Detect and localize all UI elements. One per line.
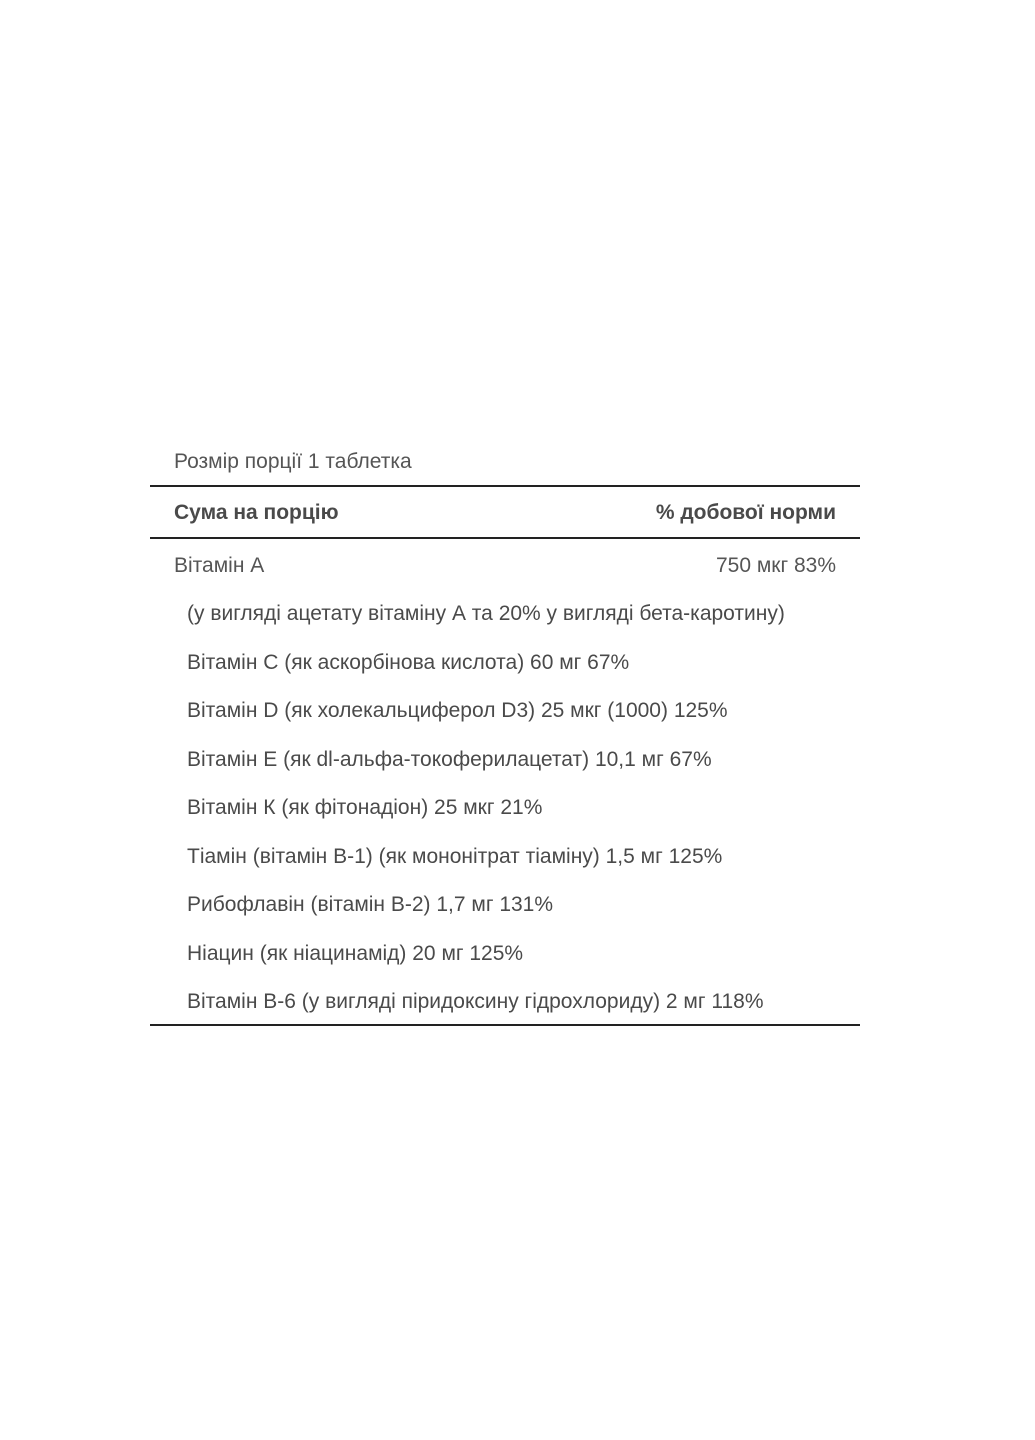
list-item: Вітамін К (як фітонадіон) 25 мкг 21% xyxy=(187,796,543,819)
amount-per-serving-header: Сума на порцію xyxy=(174,501,339,524)
nutrient-list xyxy=(187,602,785,1039)
divider-header xyxy=(150,537,860,539)
list-item: Вітамін D (як холекальциферол D3) 25 мкг (1000) 125% xyxy=(187,699,728,722)
list-item: Рибофлавін (вітамін В-2) 1,7 мг 131% xyxy=(187,893,554,916)
daily-value-header: % добової норми xyxy=(655,501,836,524)
nutrient-name: Вітамін А xyxy=(174,554,265,577)
divider-top xyxy=(150,485,860,487)
list-item: Тіамін (вітамін В-1) (як мононітрат тіаміну) 1,5 мг 125% xyxy=(187,844,723,868)
list-item: (у вигляді ацетату вітаміну А та 20% у вигляді бета-каротину) xyxy=(187,602,785,625)
serving-size: Розмір порції 1 таблетка xyxy=(174,450,412,473)
list-item: Вітамін В-6 (у вигляді піридоксину гідрохлориду) 2 мг 118% xyxy=(187,990,764,1013)
table-header xyxy=(174,501,836,525)
table-row xyxy=(174,554,836,578)
list-item: Вітамін Е (як dl-альфа-токоферилацетат) 10,1 мг 67% xyxy=(187,747,712,771)
nutrient-value: 750 мкг 83% xyxy=(715,554,836,577)
list-item: Вітамін С (як аскорбінова кислота) 60 мг 67% xyxy=(187,650,630,674)
divider-bottom xyxy=(150,1024,860,1026)
list-item: Ніацин (як ніацинамід) 20 мг 125% xyxy=(187,941,524,965)
